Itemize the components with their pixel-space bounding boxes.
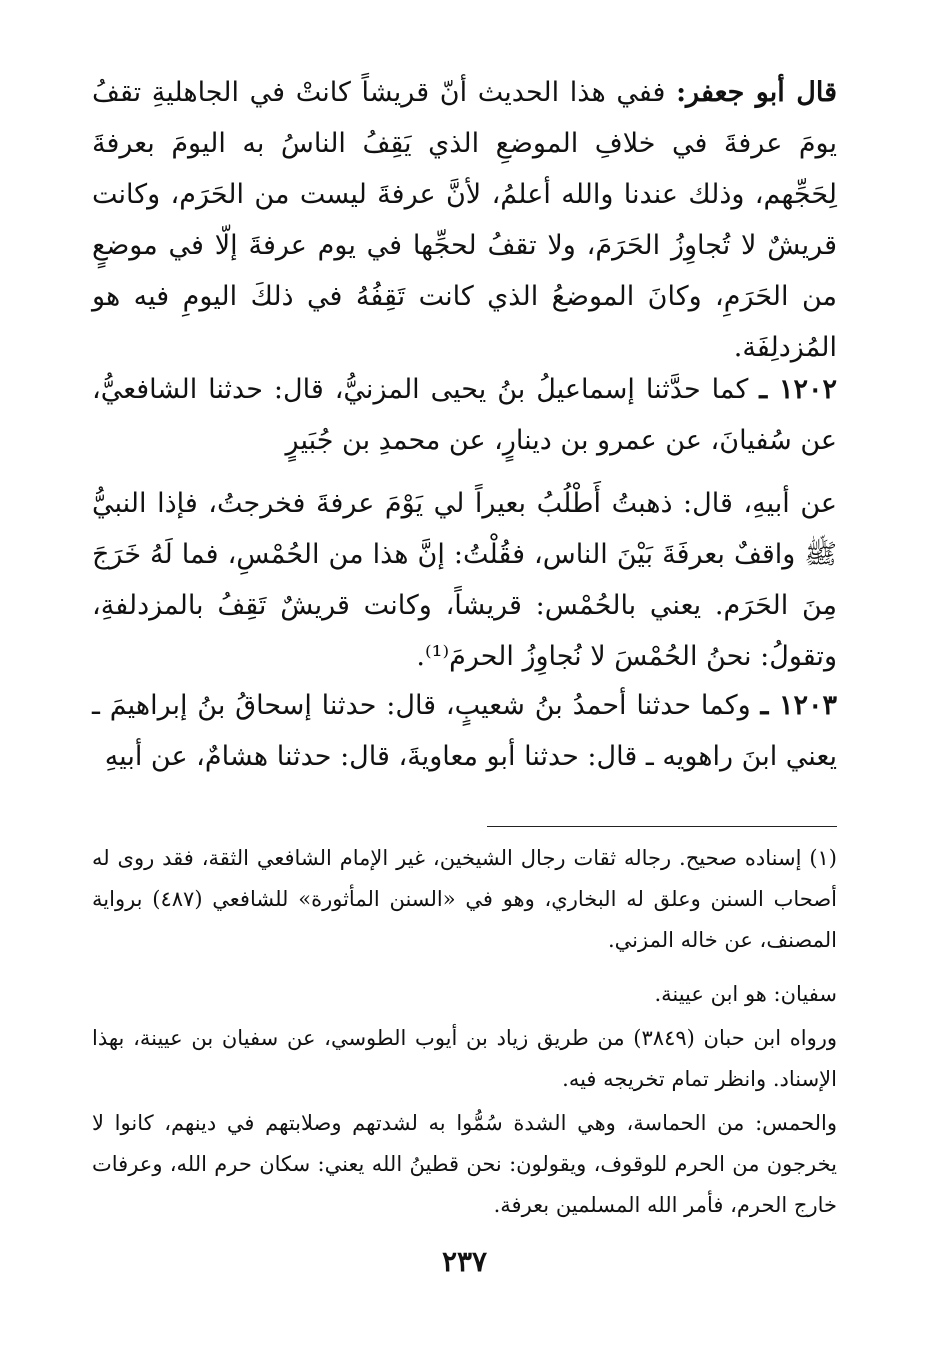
- main-paragraph: [92, 67, 837, 373]
- paragraph-text: وكما حدثنا أحمدُ بنُ شعيبٍ، قال: حدثنا إسحاقُ بنُ إبراهيمَ ـ يعني ابنَ راهويه ـ قال: حدثنا أبو معاويةَ، قال: حدثنا هشامٌ، عن أبيهِ: [92, 690, 837, 772]
- paragraph-text: كما حدَّثنا إسماعيلُ بنُ يحيى المزنيُّ، قال: حدثنا الشافعيُّ، عن سُفيانَ، عن عمرو بن دينارٍ، عن محمدِ بن جُبَيرٍ: [92, 374, 837, 456]
- hadith-1203-paragraph: [92, 680, 837, 782]
- footnote-separator: [487, 826, 837, 827]
- footnote-1: (١) إسناده صحيح. رجاله ثقات رجال الشيخين، غير الإمام الشافعي الثقة، فقد روى له أصحاب السنن وعلق له البخاري، وهو في «السنن المأثورة» للشافعي (٤٨٧) برواية المصنف، عن خاله المزني.: [92, 846, 837, 952]
- footnote-note: سفيان: هو ابن عيينة.: [654, 982, 837, 1006]
- hadith-number: ١٢٠٣ ـ: [760, 690, 837, 721]
- page-number: ٢٣٧: [441, 1245, 488, 1278]
- footnote-note: والحمس: من الحماسة، وهي الشدة سُمُّوا به لشدتهم وصلابتهم في دينهم، كانوا لا يخرجون من الحرم للوقوف، ويقولون: نحن قطينُ الله يعني: سكان حرم الله، وعرفات خارج الحرم، فأمر الله المسلمين بعرفة.: [92, 1111, 837, 1217]
- hadith-1202-matn-paragraph: [92, 478, 837, 682]
- paragraph-text: ففي هذا الحديث أنّ قريشاً كانتْ في الجاهليةِ تقفُ يومَ عرفةَ في خلافِ الموضعِ الذي يَقِفُ الناسُ به اليومَ بعرفةَ لِحَجِّهم، وذلك عندنا والله أعلمُ، لأنَّ عرفةَ ليست من الحَرَم، وكانت قريشٌ لا تُجاوِزُ الحَرَمَ، ولا تقفُ لحجِّها في يوم عرفةَ إلّا في موضعٍ من الحَرَمِ، وكانَ الموضعُ الذي كانت تَقِفُهُ في ذلكَ اليومِ فيه هو المُزدلِفَة.: [92, 77, 837, 363]
- footnote-note: ورواه ابن حبان (٣٨٤٩) من طريق زياد بن أيوب الطوسي، عن سفيان بن عيينة، بهذا الإسناد. وانظر تمام تخريجه فيه.: [92, 1026, 837, 1091]
- hadith-number: ١٢٠٢ ـ: [759, 374, 837, 405]
- paragraph-text: عن أبيهِ، قال: ذهبتُ أَطْلُبُ بعيراً لي يَوْمَ عرفةَ فخرجتُ، فإذا النبيُّ ﷺ واقفٌ بعرفَةَ بَيْنَ الناس، فقُلْتُ: إنَّ هذا من الحُمْسِ، فما لَهُ خَرَجَ مِنَ الحَرَم. يعني بالحُمْس: قريشاً، وكانت قريشٌ تَقِفُ بالمزدلفةِ، وتقولُ: نحنُ الحُمْسَ لا نُجاوِزُ الحرمَ⁽¹⁾.: [92, 488, 837, 672]
- hadith-1202-paragraph: [92, 364, 837, 466]
- paragraph-lead: قال أبو جعفر:: [676, 77, 837, 108]
